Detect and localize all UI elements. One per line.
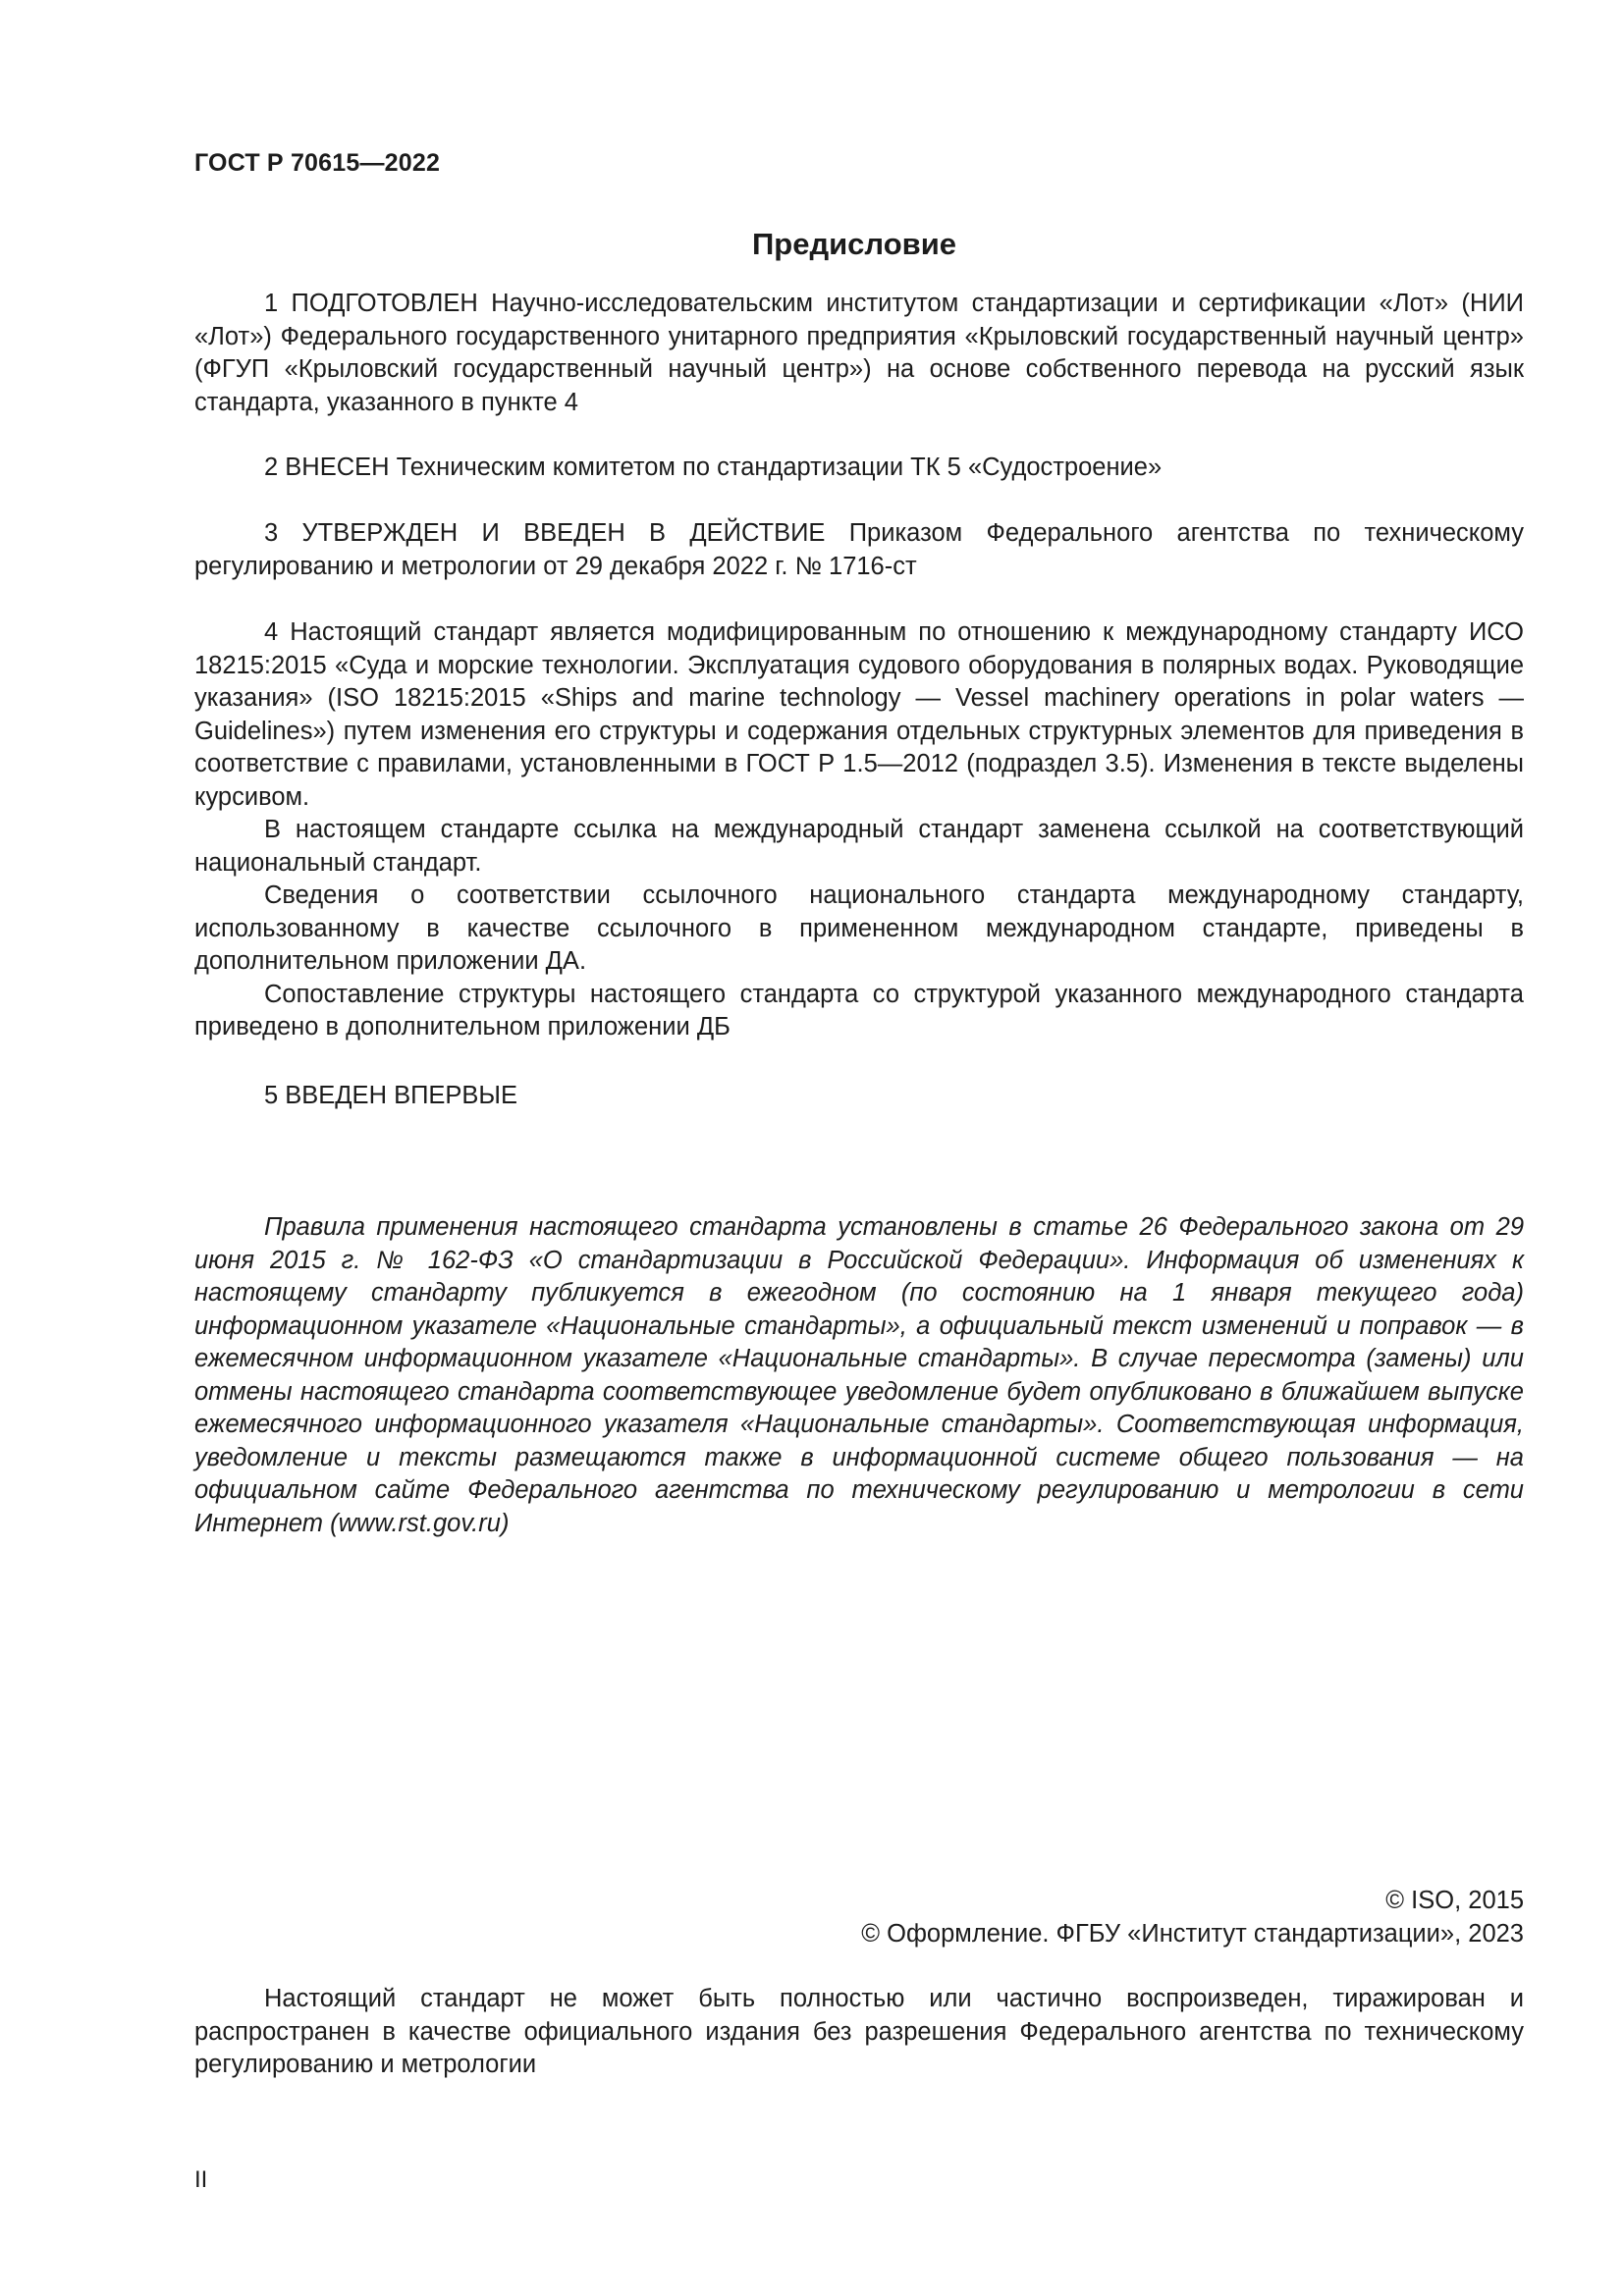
item-4-paragraph-2: В настоящем стандарте ссылка на международный стандарт заменена ссылкой на соответствующий национальный стандарт.	[194, 816, 1524, 877]
reproduction-notice-text: Настоящий стандарт не может быть полностью или частично воспроизведен, тиражирован и распространен в качестве официального издания без разрешения Федерального агентства по техническому регулированию и метрологии	[194, 1985, 1524, 2078]
rules-notice	[194, 1211, 1524, 1540]
reproduction-notice	[194, 1983, 1524, 2082]
standard-code: ГОСТ Р 70615—2022	[194, 149, 441, 177]
rules-notice-text: Правила применения настоящего стандарта установлены в статье 26 Федерального закона от 29 июня 2015 г. № 162-ФЗ «О стандартизации в Российской Федерации». Информация об изменениях к настоящему стандарту публикуется в ежегодном (по состоянию на 1 января текущего года) информационном указателе «Национальные стандарты», а официальный текст изменений и поправок — в ежемесячном информационном указателе «Национальные стандарты». В случае пересмотра (замены) или отмены настоящего стандарта соответствующее уведомление будет опубликовано в ближайшем выпуске ежемесячного информационного указателя «Национальные стандарты». Соответствующая информация, уведомление и тексты размещаются также в информационной системе общего пользования — на официальном сайте Федерального агентства по техническому регулированию и метрологии в сети Интернет (www.rst.gov.ru)	[194, 1213, 1524, 1537]
item-2-text: 2 ВНЕСЕН Техническим комитетом по стандартизации ТК 5 «Судостроение»	[264, 454, 1163, 481]
foreword-item-2	[194, 452, 1524, 485]
item-4-paragraph-1: 4 Настоящий стандарт является модифицированным по отношению к международному стандарту ИСО 18215:2015 «Суда и морские технологии. Эксплуатация судового оборудования в полярных водах. Руководящие указания» (ISO 18215:2015 «Ships and marine technology — Vessel machinery operations in polar waters — Guidelines») путем изменения его структуры и содержания отдельных структурных элементов для приведения в соответствие с правилами, установленными в ГОСТ Р 1.5—2012 (подраздел 3.5). Изменения в тексте выделены курсивом.	[194, 618, 1524, 811]
foreword-item-1	[194, 288, 1524, 419]
foreword-item-3	[194, 517, 1524, 583]
item-5-text: 5 ВВЕДЕН ВПЕРВЫЕ	[264, 1082, 518, 1109]
foreword-item-4	[194, 616, 1524, 1044]
copyright-iso: © ISO, 2015	[1385, 1887, 1524, 1914]
item-4-paragraph-3: Сведения о соответствии ссылочного национального стандарта международному стандарту, использованному в качестве ссылочного в примененном международном стандарте, приведены в дополнительном приложении ДА.	[194, 881, 1524, 975]
copyright-block	[861, 1885, 1524, 1950]
copyright-design: © Оформление. ФГБУ «Институт стандартизации», 2023	[861, 1919, 1524, 1948]
page-title: Предисловие	[751, 227, 956, 261]
item-4-paragraph-4: Сопоставление структуры настоящего стандарта со структурой указанного международного стандарта приведено в дополнительном приложении ДБ	[194, 980, 1524, 1041]
page-number: II	[194, 2166, 208, 2193]
foreword-item-5	[194, 1080, 1524, 1113]
item-3-text: 3 УТВЕРЖДЕН И ВВЕДЕН В ДЕЙСТВИЕ Приказом Федерального агентства по техническому регулированию и метрологии от 29 декабря 2022 г. № 1716-ст	[194, 519, 1524, 580]
item-1-text: 1 ПОДГОТОВЛЕН Научно-исследовательским институтом стандартизации и сертификации «Лот» (НИИ «Лот») Федерального государственного унитарного предприятия «Крыловский государственный научный центр» (ФГУП «Крыловский государственный научный центр») на основе собственного перевода на русский язык стандарта, указанного в пункте 4	[194, 290, 1524, 416]
